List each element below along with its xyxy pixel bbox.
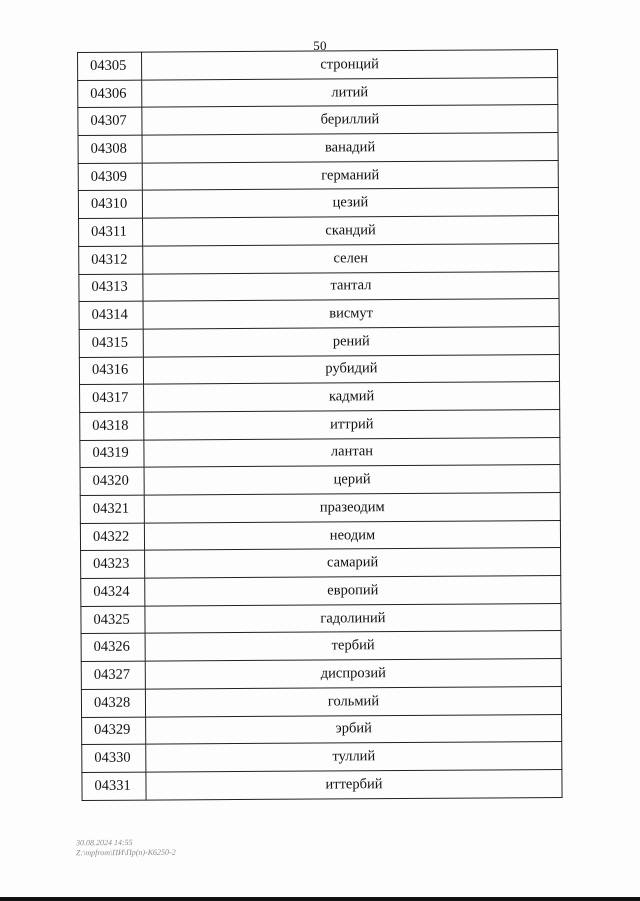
row-code-cell: 04312 [79,246,143,274]
row-name-cell: тантал [143,271,559,301]
row-code-cell: 04309 [78,163,142,191]
row-name-cell: эрбий [146,714,562,744]
table-row [81,603,561,634]
table-row [79,243,559,274]
row-code-cell: 04319 [80,440,144,468]
row-name-cell: диспрозий [145,659,561,689]
row-name-cell: иттрий [144,409,560,439]
row-name-cell: скандий [143,216,559,246]
row-code-cell: 04323 [81,550,145,578]
table-row [80,409,560,440]
row-name-cell: стронций [142,50,558,80]
table-row [80,382,560,413]
row-name-cell: иттербий [146,769,562,799]
row-name-cell: лантан [144,437,560,467]
row-code-cell: 04325 [81,606,145,634]
row-code-cell: 04326 [81,634,145,662]
table-row [82,742,562,773]
row-code-cell: 04306 [78,80,142,108]
footer-file-path: Z:\mpfrom\ПИ\Пр(п)-К6250-2 [76,847,176,858]
row-name-cell: гадолиний [145,603,561,633]
row-code-cell: 04329 [82,717,146,745]
row-code-cell: 04324 [81,578,145,606]
row-name-cell: тербий [145,631,561,661]
row-code-cell: 04313 [79,274,143,302]
row-name-cell: туллий [146,742,562,772]
table-row [80,493,560,524]
row-code-cell: 04320 [80,467,144,495]
table-row [79,299,559,330]
row-code-cell: 04321 [80,495,144,523]
row-name-cell: литий [142,77,558,107]
row-code-cell: 04316 [79,357,143,385]
row-name-cell: европий [145,576,561,606]
row-name-cell: германий [142,160,558,190]
row-code-cell: 04311 [79,218,143,246]
row-code-cell: 04328 [81,689,145,717]
table-row [78,105,558,136]
row-name-cell: рубидий [143,354,559,384]
row-name-cell: селен [143,243,559,273]
table-row [81,686,561,717]
row-name-cell: самарий [145,548,561,578]
table-row [78,133,558,164]
row-name-cell: цезий [142,188,558,218]
row-name-cell: празеодим [144,493,560,523]
row-code-cell: 04305 [78,52,142,80]
table-row [80,437,560,468]
table-row [81,659,561,690]
table-row [78,160,558,191]
row-code-cell: 04317 [80,384,144,412]
table-row [79,354,559,385]
table-row [81,631,561,662]
table-row [78,77,558,108]
row-name-cell: неодим [144,520,560,550]
elements-table [77,49,563,800]
elements-table-wrapper [77,49,563,800]
row-code-cell: 04322 [80,523,144,551]
table-row [80,465,560,496]
row-code-cell: 04327 [81,661,145,689]
row-code-cell: 04315 [79,329,143,357]
table-row [79,216,559,247]
row-code-cell: 04318 [80,412,144,440]
row-code-cell: 04330 [82,744,146,772]
row-code-cell: 04310 [78,191,142,219]
row-code-cell: 04331 [82,772,146,800]
table-row [81,576,561,607]
table-row [82,769,562,800]
footer-timestamp: 30.08.2024 14:55 [75,837,133,848]
row-name-cell: висмут [143,299,559,329]
row-name-cell: бериллий [142,105,558,135]
table-row [82,714,562,745]
table-row [80,520,560,551]
row-code-cell: 04308 [78,135,142,163]
row-name-cell: ванадий [142,133,558,163]
table-row [78,50,558,81]
row-code-cell: 04307 [78,107,142,135]
row-name-cell: гольмий [145,686,561,716]
document-footer [76,838,176,859]
table-row [79,271,559,302]
page-number: 50 [313,38,327,53]
row-code-cell: 04314 [79,301,143,329]
row-name-cell: рений [143,326,559,356]
table-row [79,326,559,357]
row-name-cell: кадмий [144,382,560,412]
row-name-cell: церий [144,465,560,495]
table-row [81,548,561,579]
table-body [78,50,563,800]
table-row [78,188,558,219]
scan-bottom-edge [0,897,640,901]
